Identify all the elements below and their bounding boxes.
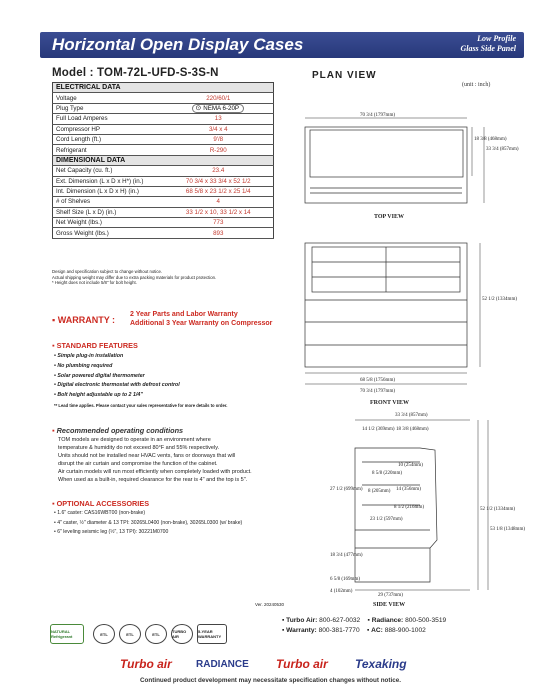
- front-view-display: [312, 247, 460, 292]
- dim-label: 27 1/2 (699mm): [330, 487, 363, 492]
- dim-label: 18 3/8 (468mm): [474, 137, 507, 142]
- dimensional-header: DIMENSIONAL DATA: [53, 155, 274, 165]
- plug-icon: ⊙: [195, 105, 202, 113]
- environment-line: When used as a built-in, required clearance for the rear is 4" and the top is 5".: [58, 476, 248, 483]
- accessory-item: • 1.6" caster: CAS16WBT00 (non-brake): [54, 510, 146, 516]
- spec-label: Full Load Amperes: [53, 114, 164, 124]
- etl-badge: ETL: [93, 624, 115, 644]
- note-line: Actual shipping weight may differ due to extra packing materials for product protection.: [52, 274, 217, 280]
- spec-label: Compressor HP: [53, 124, 164, 134]
- side-view-outline: [355, 448, 437, 582]
- top-view-outline: [305, 127, 467, 203]
- spec-label: Voltage: [53, 93, 164, 103]
- dim-label: 68 5/8 (1756mm): [360, 378, 395, 383]
- dim-label: 6 5/8 (169mm): [330, 577, 360, 582]
- etl-badge: ETL: [119, 624, 141, 644]
- unit-note: (unit : inch): [462, 82, 491, 88]
- contact-label: Warranty:: [286, 627, 317, 635]
- spec-label: Net Weight (lbs.): [53, 218, 164, 228]
- feature-item: • Digital electronic thermostat with defrost control: [54, 382, 180, 389]
- plug-label: NEMA 6-20P: [203, 104, 240, 112]
- features-title: STANDARD FEATURES: [56, 341, 138, 350]
- dim-label: 33 3/4 (857mm): [395, 413, 428, 418]
- feature-item: • No plumbing required: [54, 362, 113, 369]
- spec-notes: [52, 269, 277, 286]
- spec-value-plug: [164, 103, 274, 113]
- features-heading: ▪ STANDARD FEATURES: [52, 341, 138, 350]
- brand-logo-turbo-air: Turbo air: [120, 657, 172, 671]
- spec-value: 3/4 x 4: [164, 124, 274, 134]
- feature-item: • Simple plug-in installation: [54, 353, 124, 359]
- subtitle: [460, 34, 516, 54]
- dim-label: 14 1/2 (369mm): [362, 427, 395, 432]
- accessories-heading: ▪ OPTIONAL ACCESSORIES: [52, 499, 150, 508]
- model-number: Model : TOM-72L-UFD-S-3S-N: [52, 67, 219, 79]
- environment-heading: ▪ Recommended operating conditions: [52, 426, 184, 435]
- dim-label: 33 3/4 (857mm): [486, 147, 519, 152]
- dim-label: 23 1/2 (597mm): [370, 517, 403, 522]
- brand-logo-texaking: Texaking: [355, 657, 407, 671]
- brand-logo-radiance: RADIANCE: [196, 659, 249, 670]
- note-line: * Height does not include 5/8" for bolt height.: [52, 280, 137, 286]
- spec-label: Gross Weight (lbs.): [53, 228, 164, 238]
- plan-view-heading: PLAN VIEW: [312, 70, 377, 81]
- front-view-outline: [305, 243, 467, 367]
- warranty-label-text: WARRANTY :: [57, 315, 116, 325]
- front-view-label: FRONT VIEW: [370, 400, 409, 406]
- spec-label: Shelf Size (L x D) (in.): [53, 207, 164, 217]
- warranty-badge: 5-YEAR WARRANTY: [197, 624, 227, 644]
- accessories-list: [54, 509, 242, 538]
- electrical-header: ELECTRICAL DATA: [53, 83, 274, 93]
- spec-value: 9'/8: [164, 134, 274, 144]
- environment-title: Recommended operating conditions: [56, 426, 184, 435]
- spec-label: Int. Dimension (L x D x H) (in.): [53, 186, 164, 196]
- dim-label: 53 1/8 (1348mm): [490, 527, 525, 532]
- contact-block: [282, 616, 446, 637]
- subtitle-line-2: Glass Side Panel: [460, 44, 516, 53]
- dim-label: 18 3/4 (477mm): [330, 553, 363, 558]
- spec-value: 4: [164, 197, 274, 207]
- environment-line: Units should not be installed near HVAC vents, fans or doorways that will: [58, 452, 236, 459]
- lead-time-note: ** Lead time applies. Please contact your sales representative for more details to order.: [54, 402, 228, 408]
- feature-text: Bolt height adjustable up to 2 1/4": [57, 392, 143, 399]
- page-title: Horizontal Open Display Cases: [52, 35, 304, 54]
- dim-label: 8 (205mm): [368, 489, 391, 494]
- contact-row: ▪ Turbo Air: 800-627-0032 ▪ Radiance: 800-500-3519: [282, 617, 447, 624]
- version-label: Ver. 20240530: [255, 602, 285, 607]
- spec-value: 33 1/2 x 10, 33 1/2 x 14: [164, 207, 274, 217]
- dim-label: 8 1/2 (216mm): [394, 505, 424, 510]
- dim-label: 14 (356mm): [396, 487, 421, 492]
- dim-label: 29 (737mm): [378, 593, 403, 598]
- spec-label: Ext. Dimension (L x D x H*) (in.): [53, 176, 164, 186]
- contact-label: AC:: [371, 627, 383, 635]
- feature-item: • Bolt height adjustable up to 2 1/4": [54, 392, 143, 399]
- accessory-item: • 6" leveling seismic leg (½", 13 TPI): 30221M0700: [54, 529, 169, 535]
- feature-text: Simple plug-in installation: [57, 353, 124, 359]
- accessory-item: • 4" caster, ½" diameter & 13 TPI: 30265L0400 (non-brake), 30265L0300 (w/ brake): [54, 519, 243, 526]
- spec-table: [52, 82, 274, 239]
- environment-line: TOM models are designed to operate in an environment where: [58, 437, 211, 443]
- plug-badge: [192, 104, 244, 113]
- spec-label: Net Capacity (cu. ft.): [53, 166, 164, 176]
- spec-value: 13: [164, 114, 274, 124]
- contact-label: Radiance:: [371, 617, 404, 624]
- spec-label: Refrigerant: [53, 145, 164, 155]
- dim-label: 52 1/2 (1334mm): [482, 297, 517, 302]
- contact-label: Turbo Air:: [286, 617, 318, 624]
- spec-label: Cord Length (ft.): [53, 134, 164, 144]
- spec-value: 893: [164, 228, 274, 238]
- turbo-air-badge: TURBO AIR: [171, 624, 193, 644]
- spec-value: 220/60/1: [164, 93, 274, 103]
- natural-refrigerant-badge: NATURAL Refrigerant: [50, 624, 84, 644]
- dim-label: 18 3/8 (468mm): [396, 427, 429, 432]
- environment-line: Air curtain models will run most efficiently when completely loaded with product.: [58, 468, 252, 475]
- warranty-line-2: Additional 3 Year Warranty on Compressor: [130, 320, 273, 327]
- dim-label: 70 3/4 (1797mm): [360, 113, 395, 118]
- title-banner: [40, 32, 524, 58]
- spec-value: R-290: [164, 145, 274, 155]
- warranty-line-1: 2 Year Parts and Labor Warranty: [130, 311, 238, 318]
- side-view-label: SIDE VIEW: [373, 602, 406, 608]
- brand-logo-turbo-air-2: Turbo air: [276, 657, 328, 671]
- phone-radiance[interactable]: 800-500-3519: [405, 617, 447, 624]
- features-list: [54, 352, 227, 411]
- warranty-label: ▪ WARRANTY :: [52, 315, 116, 325]
- etl-badge: ETL: [145, 624, 167, 644]
- accessories-title: OPTIONAL ACCESSORIES: [56, 499, 150, 508]
- environment-line: temperature & humidity do not exceed 80°F and 55% respectively.: [58, 444, 220, 451]
- dim-label: 4 (102mm): [330, 589, 353, 594]
- spec-value: 70 3/4 x 33 3/4 x 52 1/2: [164, 176, 274, 186]
- note-line: Design and specification subject to change without notice.: [52, 269, 163, 274]
- dim-label: 70 3/4 (1797mm): [360, 389, 395, 394]
- spec-label: Plug Type: [53, 103, 164, 113]
- spec-value: 23.4: [164, 166, 274, 176]
- feature-text: Solar powered digital thermometer: [57, 372, 145, 379]
- phone-turbo[interactable]: 800-627-0032: [319, 617, 361, 624]
- feature-text: No plumbing required: [57, 362, 113, 369]
- dim-label: 10 (254mm): [398, 463, 423, 468]
- dim-label: 52 1/2 (1334mm): [480, 507, 515, 512]
- top-view-label: TOP VIEW: [374, 214, 404, 220]
- footer-disclaimer: Continued product development may necessitate specification changes without notice.: [139, 677, 402, 684]
- contact-row: ▪ Warranty: 800-381-7770 ▪ AC: 888-900-1002: [282, 627, 426, 635]
- feature-item: • Solar powered digital thermometer: [54, 372, 145, 379]
- spec-label: # of Shelves: [53, 197, 164, 207]
- spec-value: 68 5/8 x 23 1/2 x 25 1/4: [164, 186, 274, 196]
- subtitle-line-1: Low Profile: [477, 34, 516, 43]
- spec-value: 773: [164, 218, 274, 228]
- environment-line: disrupt the air curtain and compromise the function of the cabinet.: [58, 460, 218, 467]
- top-view-shelf: [310, 130, 463, 177]
- feature-text: Digital electronic thermostat with defrost control: [57, 382, 180, 389]
- dim-label: 8 5/8 (220mm): [372, 471, 402, 476]
- phone-warranty[interactable]: 800-381-7770: [318, 627, 360, 635]
- phone-ac[interactable]: 888-900-1002: [384, 627, 426, 635]
- environment-text: [58, 437, 294, 484]
